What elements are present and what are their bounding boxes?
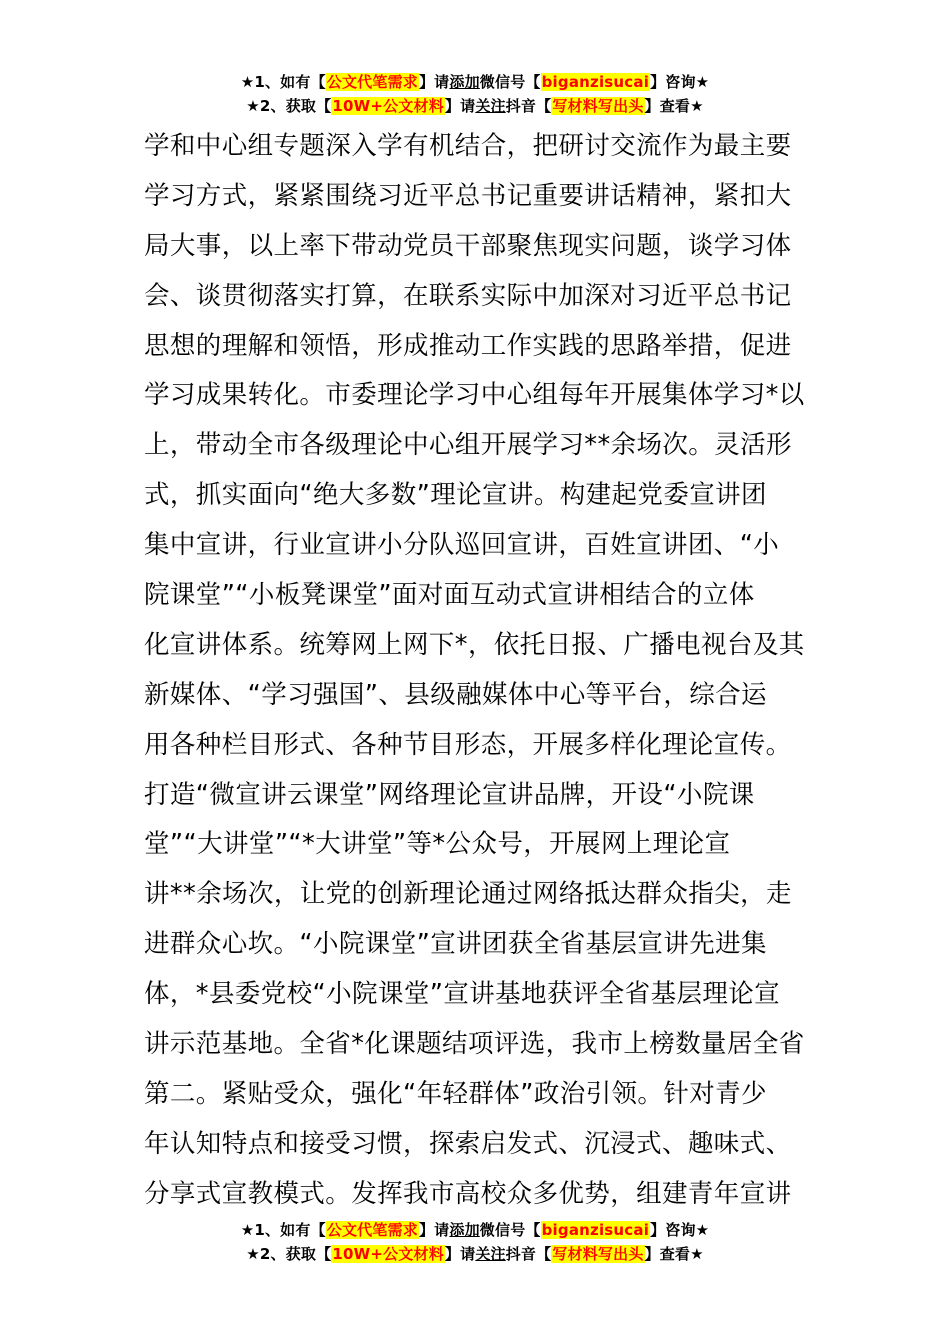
banner-text: 抖音【 xyxy=(505,1245,552,1263)
banner-line-2 xyxy=(0,94,950,118)
banner-highlight-douyin-id: 写材料写出头 xyxy=(552,1245,644,1263)
banner-underlined-text: 添加 xyxy=(449,73,480,91)
banner-text: ★2、获取【 xyxy=(246,97,332,115)
banner-line-2 xyxy=(0,1242,950,1266)
body-line: 打造“微宣讲云课堂”网络理论宣讲品牌，开设“小院课 xyxy=(144,779,755,810)
body-line: 会、谈贯彻落实打算，在联系实际中加深对习近平总书记 xyxy=(144,280,792,311)
body-line: 思想的理解和领悟，形成推动工作实践的思路举措，促进 xyxy=(144,330,792,361)
body-line: 集中宣讲，行业宣讲小分队巡回宣讲，百姓宣讲团、“小 xyxy=(144,530,780,561)
body-line: 讲**余场次，让党的创新理论通过网络抵达群众指尖，走 xyxy=(144,879,792,910)
body-line: 进群众心坎。“小院课堂”宣讲团获全省基层宣讲先进集 xyxy=(144,929,767,960)
banner-highlight-douyin-id: 写材料写出头 xyxy=(552,97,644,115)
body-line: 用各种栏目形式、各种节目形态，开展多样化理论宣传。 xyxy=(144,729,792,760)
body-line: 年认知特点和接受习惯，探索启发式、沉浸式、趣味式、 xyxy=(144,1128,792,1159)
banner-text: 】请 xyxy=(444,97,476,115)
banner-highlight: 公文代笔需求 xyxy=(326,73,418,91)
banner-text: 微信号【 xyxy=(479,73,541,91)
banner-line-1 xyxy=(0,70,950,94)
body-line: 第二。紧贴受众，强化“年轻群体”政治引领。针对青少 xyxy=(144,1078,767,1109)
banner-text: 抖音【 xyxy=(505,97,552,115)
body-line: 堂”“大讲堂”“*大讲堂”等*公众号，开展网上理论宣 xyxy=(144,829,731,860)
body-line: 分享式宣教模式。发挥我市高校众多优势，组建青年宣讲 xyxy=(144,1178,792,1209)
body-line: 学和中心组专题深入学有机结合，把研讨交流作为最主要 xyxy=(144,131,792,161)
body-line: 学习成果转化。市委理论学习中心组每年开展集体学习*以 xyxy=(144,380,805,411)
banner-text: 】查看★ xyxy=(644,1245,704,1263)
banner-text: 】咨询★ xyxy=(650,73,710,91)
document-body xyxy=(144,122,824,1220)
banner-text: ★1、如有【 xyxy=(240,73,326,91)
header-banner xyxy=(0,70,950,118)
banner-text: 】请 xyxy=(418,1221,450,1239)
banner-text: 微信号【 xyxy=(479,1221,541,1239)
body-line: 局大事，以上率下带动党员干部聚焦现实问题，谈学习体 xyxy=(144,230,792,261)
banner-highlight: 10W+公文材料 xyxy=(332,1245,444,1263)
banner-highlight-wechat-id: biganzisucai xyxy=(541,73,650,91)
body-line: 式，抓实面向“绝大多数”理论宣讲。构建起党委宣讲团 xyxy=(144,480,767,511)
body-line: 上，带动全市各级理论中心组开展学习**余场次。灵活形 xyxy=(144,430,792,461)
banner-text: 】请 xyxy=(418,73,450,91)
banner-text: 】请 xyxy=(444,1245,476,1263)
body-line: 体，*县委党校“小院课堂”宣讲基地获评全省基层理论宣 xyxy=(144,979,781,1010)
body-line: 学习方式，紧紧围绕习近平总书记重要讲话精神，紧扣大 xyxy=(144,180,792,211)
banner-underlined-text: 关注 xyxy=(475,1245,506,1263)
banner-underlined-text: 关注 xyxy=(475,97,506,115)
banner-text: ★2、获取【 xyxy=(246,1245,332,1263)
banner-highlight-wechat-id: biganzisucai xyxy=(541,1221,650,1239)
banner-highlight: 公文代笔需求 xyxy=(326,1221,418,1239)
banner-highlight: 10W+公文材料 xyxy=(332,97,444,115)
banner-text: 】查看★ xyxy=(644,97,704,115)
body-line: 化宣讲体系。统筹网上网下*，依托日报、广播电视台及其 xyxy=(144,629,805,660)
body-line: 讲示范基地。全省*化课题结项评选，我市上榜数量居全省 xyxy=(144,1029,805,1060)
banner-text: 】咨询★ xyxy=(650,1221,710,1239)
body-line: 院课堂”“小板凳课堂”面对面互动式宣讲相结合的立体 xyxy=(144,580,755,611)
footer-banner xyxy=(0,1218,950,1266)
body-line: 新媒体、“学习强国”、县级融媒体中心等平台，综合运 xyxy=(144,679,767,710)
banner-text: ★1、如有【 xyxy=(240,1221,326,1239)
banner-underlined-text: 添加 xyxy=(449,1221,480,1239)
banner-line-1 xyxy=(0,1218,950,1242)
